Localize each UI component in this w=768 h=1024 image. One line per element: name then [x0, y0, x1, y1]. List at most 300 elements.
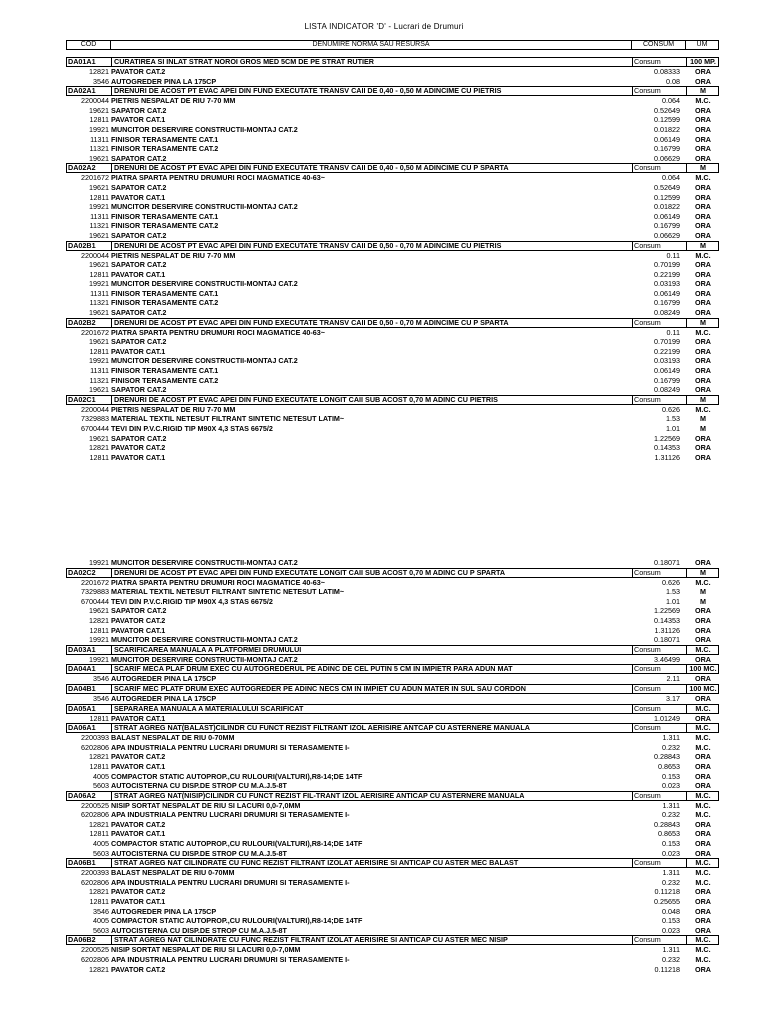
resource-value: 3.17 — [666, 693, 680, 703]
resource-um: ORA — [695, 558, 711, 567]
resource-code: 12821 — [89, 615, 109, 625]
norm-consum-label: Consum — [632, 859, 688, 867]
norm-row — [66, 241, 719, 251]
resource-name: PAVATOR CAT.1 — [111, 346, 166, 356]
resource-um: ORA — [695, 375, 711, 385]
resource-value: 0.70199 — [654, 260, 680, 270]
resource-row — [0, 212, 768, 222]
resource-um: ORA — [695, 964, 711, 974]
resource-row — [0, 674, 768, 684]
resource-value: 0.153 — [662, 839, 680, 849]
resource-value: 2.11 — [666, 674, 680, 684]
resource-row — [0, 443, 768, 453]
resource-code: 19921 — [89, 124, 109, 134]
resource-row — [0, 193, 768, 203]
resource-name: SAPATOR CAT.2 — [111, 385, 167, 395]
resource-um: ORA — [695, 76, 711, 86]
resource-value: 0.52649 — [654, 182, 680, 192]
resource-um: M.C. — [695, 945, 711, 955]
resource-name: PIATRA SPARTA PENTRU DRUMURI ROCI MAGMATICE 40-63~ — [111, 173, 325, 183]
resource-name: FINISOR TERASAMENTE CAT.2 — [111, 375, 219, 385]
resource-value: 0.16799 — [654, 144, 680, 154]
resource-um: ORA — [695, 211, 711, 221]
resource-name: MUNCITOR DESERVIRE CONSTRUCTII-MONTAJ CAT.2 — [111, 279, 298, 289]
resource-code: 6202806 — [81, 877, 109, 887]
resource-um: ORA — [695, 761, 711, 771]
resource-name: NISIP SORTAT NESPALAT DE RIU SI LACURI 0,0-7,0MM — [111, 945, 301, 955]
resource-code: 19621 — [89, 606, 109, 616]
resource-name: PAVATOR CAT.1 — [111, 115, 166, 125]
resource-code: 11311 — [90, 288, 109, 298]
resource-name: PIATRA SPARTA PENTRU DRUMURI ROCI MAGMATICE 40-63~ — [111, 327, 325, 337]
resource-name: MUNCITOR DESERVIRE CONSTRUCTII-MONTAJ CAT.2 — [111, 124, 298, 134]
resource-row — [0, 356, 768, 366]
resource-code: 6700444 — [81, 596, 109, 606]
resource-row — [0, 376, 768, 386]
resource-um: ORA — [695, 366, 711, 376]
resource-value: 0.52649 — [654, 105, 680, 115]
resource-name: BALAST NESPALAT DE RIU 0-70MM — [111, 733, 235, 743]
resource-code: 11321 — [89, 298, 109, 308]
norm-name: SEPARAREA MANUALA A MATERIALULUI SCARIFICAT — [111, 705, 633, 713]
resource-um: ORA — [695, 819, 711, 829]
resource-row — [0, 762, 768, 772]
norm-um: 100 MC. — [686, 685, 719, 693]
resource-row — [0, 810, 768, 820]
resource-code: 19621 — [89, 182, 109, 192]
resource-name: MUNCITOR DESERVIRE CONSTRUCTII-MONTAJ CAT.2 — [111, 635, 298, 645]
resource-value: 0.01822 — [654, 202, 680, 212]
resource-row — [0, 694, 768, 704]
resource-um: ORA — [695, 279, 711, 289]
resource-code: 19921 — [89, 202, 109, 212]
resource-name: SAPATOR CAT.2 — [111, 260, 167, 270]
resource-row — [0, 328, 768, 338]
resource-um: ORA — [695, 839, 711, 849]
norm-name: DRENURI DE ACOST PT EVAC APEI DIN FUND EXECUTATE TRANSV CAII DE 0,40 - 0,50 M ADINCIME CU PIETRIS — [111, 87, 633, 95]
resource-value: 0.06629 — [654, 153, 680, 163]
resource-um: ORA — [695, 298, 711, 308]
resource-row — [0, 801, 768, 811]
resource-code: 19921 — [89, 356, 109, 366]
norm-row — [66, 664, 719, 674]
resource-code: 5603 — [93, 781, 109, 791]
norm-row — [66, 318, 719, 328]
resource-code: 12811 — [89, 115, 109, 125]
resource-value: 0.06149 — [654, 288, 680, 298]
resource-um: ORA — [695, 337, 711, 347]
resource-value: 0.06149 — [654, 134, 680, 144]
resource-name: SAPATOR CAT.2 — [111, 337, 167, 347]
resource-code: 5603 — [93, 925, 109, 935]
resource-code: 19621 — [89, 105, 109, 115]
norm-name: CURATIREA SI INLAT STRAT NOROI GROS MED 5CM DE PE STRAT RUTIER — [111, 58, 633, 66]
resource-value: 0.232 — [662, 955, 680, 964]
resource-code: 19921 — [89, 635, 109, 645]
resource-um: M.C. — [695, 800, 711, 810]
resource-um: ORA — [695, 925, 711, 935]
resource-um: ORA — [695, 105, 711, 115]
resource-name: APA INDUSTRIALA PENTRU LUCRARI DRUMURI SI TERASAMENTE I- — [111, 742, 350, 752]
resource-name: FINISOR TERASAMENTE CAT.1 — [111, 366, 219, 376]
resource-um: ORA — [695, 288, 711, 298]
resource-code: 7329883 — [81, 587, 109, 597]
resource-um: ORA — [695, 906, 711, 916]
resource-value: 0.232 — [662, 810, 680, 820]
resource-code: 12811 — [89, 269, 109, 279]
resource-um: ORA — [695, 115, 711, 125]
resource-name: SAPATOR CAT.2 — [111, 182, 167, 192]
norm-um: M.C. — [686, 859, 719, 867]
norm-row — [66, 163, 719, 173]
resource-um: ORA — [695, 124, 711, 134]
resource-code: 2201672 — [81, 327, 109, 337]
resource-row — [0, 135, 768, 145]
resource-um: M.C. — [695, 742, 711, 752]
resource-code: 2200525 — [81, 800, 109, 810]
resource-name: FINISOR TERASAMENTE CAT.1 — [111, 288, 219, 298]
resource-name: PAVATOR CAT.1 — [111, 829, 166, 839]
resource-um: ORA — [695, 829, 711, 839]
resource-row — [0, 67, 768, 77]
resource-row — [0, 424, 768, 434]
resource-row — [0, 606, 768, 616]
norm-name: DRENURI DE ACOST PT EVAC APEI DIN FUND EXECUTATE LONGIT CAII SUB ACOST 0,70 M ADINC CU PIETRIS — [111, 396, 633, 404]
resource-um: ORA — [695, 848, 711, 858]
resource-code: 19921 — [89, 279, 109, 289]
resource-row — [0, 655, 768, 665]
resource-row — [0, 868, 768, 878]
norm-row — [66, 57, 719, 67]
resource-row — [0, 733, 768, 743]
resource-um: ORA — [695, 356, 711, 366]
resource-value: 0.08249 — [654, 385, 680, 395]
resource-value: 0.12599 — [654, 115, 680, 125]
resource-name: PAVATOR CAT.1 — [111, 269, 166, 279]
resource-name: COMPACTOR STATIC AUTOPROP.,CU RULOURI(VALTURI),R8-14;DE 14TF — [111, 916, 363, 926]
norm-consum-label: Consum — [632, 164, 688, 172]
resource-um: ORA — [695, 781, 711, 791]
resource-value: 1.53 — [666, 414, 680, 424]
norm-code: DA02B2 — [68, 317, 96, 327]
resource-row — [0, 144, 768, 154]
norm-code: DA03A1 — [68, 644, 96, 654]
resource-code: 2200044 — [81, 96, 109, 106]
resource-code: 11321 — [89, 144, 109, 154]
resource-code: 3546 — [93, 693, 109, 703]
resource-code: 3546 — [93, 906, 109, 916]
resource-um: ORA — [695, 308, 711, 318]
norm-um: M.C. — [686, 705, 719, 713]
resource-um: ORA — [695, 385, 711, 395]
resource-code: 6700444 — [81, 424, 109, 433]
resource-value: 0.023 — [662, 781, 680, 791]
resource-value: 0.16799 — [654, 221, 680, 231]
resource-code: 2200044 — [81, 404, 109, 414]
resource-row — [0, 77, 768, 87]
norm-name: SCARIFICAREA MANUALA A PLATFORMEI DRUMULUI — [111, 646, 633, 654]
norm-um: M — [686, 87, 719, 95]
resource-um: ORA — [695, 606, 711, 616]
resource-um: M.C. — [695, 250, 711, 260]
resource-value: 1.01 — [666, 424, 680, 433]
norm-name: STRAT AGREG NAT CILINDRATE CU FUNC REZIST FILTRANT IZOLAT AERISIRE SI ANTICAP CU ASTER MEC BALAST — [111, 859, 633, 867]
resource-row — [0, 279, 768, 289]
resource-code: 12811 — [89, 897, 109, 907]
resource-name: PAVATOR CAT.2 — [111, 615, 166, 625]
resource-name: MUNCITOR DESERVIRE CONSTRUCTII-MONTAJ CAT.2 — [111, 356, 298, 366]
norm-row — [66, 395, 719, 405]
resource-um: ORA — [695, 192, 711, 202]
resource-um: M — [700, 596, 706, 606]
resource-name: PAVATOR CAT.2 — [111, 887, 166, 897]
norm-row — [66, 684, 719, 694]
resource-code: 12821 — [89, 443, 109, 453]
table-block-2 — [0, 558, 768, 974]
resource-um: ORA — [695, 433, 711, 443]
resource-um: M.C. — [695, 733, 711, 743]
resource-um: M — [700, 587, 706, 597]
resource-name: SAPATOR CAT.2 — [111, 230, 167, 240]
resource-name: TEVI DIN P.V.C.RIGID TIP M90X 4,3 STAS 6675/2 — [111, 424, 273, 433]
norm-code: DA02A1 — [68, 86, 96, 96]
resource-code: 19621 — [89, 337, 109, 347]
resource-code: 12811 — [89, 829, 109, 839]
resource-value: 0.18071 — [654, 635, 680, 645]
resource-value: 3.46499 — [654, 654, 680, 664]
resource-um: ORA — [695, 887, 711, 897]
resource-value: 0.023 — [662, 925, 680, 935]
resource-name: AUTOGREDER PINA LA 175CP — [111, 693, 217, 703]
resource-value: 0.11 — [666, 327, 680, 337]
norm-code: DA04B1 — [68, 683, 96, 693]
resource-code: 11311 — [90, 366, 109, 376]
resource-code: 12811 — [89, 761, 109, 771]
resource-name: BALAST NESPALAT DE RIU 0-70MM — [111, 868, 235, 878]
norm-um: M — [686, 569, 719, 577]
resource-um: ORA — [695, 674, 711, 684]
norm-code: DA02C1 — [68, 394, 96, 404]
resource-code: 4005 — [93, 771, 109, 781]
resource-value: 1.01249 — [654, 713, 680, 723]
norm-name: STRAT AGREG NAT(NISIP)CILINDR CU FUNCT REZIST FIL-TRANT IZOL AERISIRE ANTICAP CU ASTERNERE MANUALA — [111, 792, 633, 800]
resource-value: 1.311 — [662, 800, 680, 810]
resource-name: MUNCITOR DESERVIRE CONSTRUCTII-MONTAJ CAT.2 — [111, 654, 298, 664]
resource-row — [0, 558, 768, 568]
resource-value: 0.25655 — [654, 897, 680, 907]
resource-row — [0, 820, 768, 830]
resource-um: ORA — [695, 654, 711, 664]
resource-um: ORA — [695, 144, 711, 154]
table-block-1 — [0, 57, 768, 462]
resource-row — [0, 839, 768, 849]
resource-value: 1.31126 — [654, 452, 680, 462]
resource-value: 0.16799 — [654, 375, 680, 385]
resource-name: NISIP SORTAT NESPALAT DE RIU SI LACURI 0,0-7,0MM — [111, 800, 301, 810]
resource-row — [0, 270, 768, 280]
resource-value: 1.22569 — [654, 433, 680, 443]
resource-code: 4005 — [93, 839, 109, 849]
norm-consum-label: Consum — [632, 792, 688, 800]
resource-name: TEVI DIN P.V.C.RIGID TIP M90X 4,3 STAS 6675/2 — [111, 596, 273, 606]
resource-row — [0, 405, 768, 415]
resource-row — [0, 231, 768, 241]
norm-consum-label: Consum — [632, 242, 688, 250]
resource-value: 0.08333 — [654, 67, 680, 76]
resource-code: 6202806 — [81, 810, 109, 820]
resource-um: M.C. — [695, 810, 711, 820]
page-title: LISTA INDICATOR 'D' - Lucrari de Drumuri — [304, 22, 464, 31]
norm-row — [66, 645, 719, 655]
norm-code: DA01A1 — [68, 57, 96, 66]
resource-code: 12811 — [89, 192, 109, 202]
resource-value: 0.28843 — [654, 819, 680, 829]
resource-um: M.C. — [695, 877, 711, 887]
norm-consum-label: Consum — [632, 685, 688, 693]
resource-code: 19921 — [89, 558, 109, 567]
resource-name: MUNCITOR DESERVIRE CONSTRUCTII-MONTAJ CAT.2 — [111, 558, 298, 567]
norm-row — [66, 858, 719, 868]
header-consum: CONSUM — [632, 41, 686, 49]
resource-row — [0, 887, 768, 897]
resource-code: 11321 — [89, 375, 109, 385]
norm-code: DA05A1 — [68, 703, 96, 713]
resource-name: PIETRIS NESPALAT DE RIU 7-70 MM — [111, 96, 236, 106]
resource-um: ORA — [695, 153, 711, 163]
resource-row — [0, 752, 768, 762]
norm-consum-label: Consum — [632, 58, 688, 66]
resource-value: 0.03193 — [654, 356, 680, 366]
resource-name: PAVATOR CAT.1 — [111, 897, 166, 907]
norm-code: DA02B1 — [68, 240, 96, 250]
norm-code: DA06B2 — [68, 935, 96, 945]
resource-row — [0, 289, 768, 299]
norm-um: M — [686, 242, 719, 250]
resource-row — [0, 298, 768, 308]
resource-um: ORA — [695, 202, 711, 212]
resource-um: M.C. — [695, 96, 711, 106]
resource-code: 12821 — [89, 887, 109, 897]
resource-um: M — [700, 414, 706, 424]
norm-name: SCARIF MEC PLATF DRUM EXEC AUTOGREDER PE ADINC NECS CM IN IMPIET CU ADUN MATER IN SUL SAU CORDON — [111, 685, 633, 693]
norm-um: M — [686, 319, 719, 327]
resource-row — [0, 878, 768, 888]
resource-row — [0, 308, 768, 318]
resource-code: 12811 — [89, 452, 109, 462]
resource-um: ORA — [695, 260, 711, 270]
resource-row — [0, 829, 768, 839]
resource-code: 12821 — [89, 964, 109, 974]
resource-value: 1.01 — [666, 596, 680, 606]
resource-code: 19621 — [89, 260, 109, 270]
resource-value: 0.16799 — [654, 298, 680, 308]
resource-name: PAVATOR CAT.1 — [111, 625, 166, 635]
resource-name: AUTOGREDER PINA LA 175CP — [111, 906, 217, 916]
resource-code: 2200044 — [81, 250, 109, 260]
resource-name: PAVATOR CAT.2 — [111, 819, 166, 829]
resource-name: SAPATOR CAT.2 — [111, 433, 167, 443]
resource-code: 19621 — [89, 230, 109, 240]
header-um: UM — [696, 41, 708, 48]
resource-value: 0.14353 — [654, 443, 680, 453]
resource-value: 0.232 — [662, 742, 680, 752]
resource-value: 1.22569 — [654, 606, 680, 616]
resource-name: PAVATOR CAT.2 — [111, 964, 166, 974]
resource-value: 0.08 — [666, 76, 680, 86]
norm-um: M — [686, 396, 719, 404]
resource-code: 12811 — [89, 346, 109, 356]
resource-row — [0, 414, 768, 424]
resource-name: AUTOCISTERNA CU DISP.DE STROP CU M.A.J.5-8T — [111, 781, 287, 791]
resource-um: ORA — [695, 625, 711, 635]
resource-name: FINISOR TERASAMENTE CAT.2 — [111, 221, 219, 231]
resource-row — [0, 781, 768, 791]
norm-consum-label: Consum — [632, 569, 688, 577]
resource-value: 0.232 — [662, 877, 680, 887]
resource-name: PIETRIS NESPALAT DE RIU 7-70 MM — [111, 404, 236, 414]
resource-code: 3546 — [93, 76, 109, 86]
resource-code: 12821 — [89, 819, 109, 829]
norm-code: DA02A2 — [68, 163, 96, 173]
resource-row — [0, 115, 768, 125]
resource-um: M.C. — [695, 327, 711, 337]
resource-row — [0, 714, 768, 724]
resource-row — [0, 926, 768, 936]
resource-um: ORA — [695, 635, 711, 645]
resource-um: ORA — [695, 230, 711, 240]
header-cod: COD — [67, 41, 111, 49]
resource-code: 4005 — [93, 916, 109, 926]
norm-um: 100 MC. — [686, 665, 719, 673]
resource-value: 0.626 — [662, 577, 680, 587]
norm-um: M — [686, 164, 719, 172]
resource-row — [0, 849, 768, 859]
resource-row — [0, 221, 768, 231]
resource-name: PAVATOR CAT.1 — [111, 192, 166, 202]
resource-value: 1.53 — [666, 587, 680, 597]
resource-um: M.C. — [695, 173, 711, 183]
norm-code: DA04A1 — [68, 664, 96, 674]
resource-code: 19621 — [89, 308, 109, 318]
resource-code: 12811 — [89, 625, 109, 635]
resource-row — [0, 106, 768, 116]
resource-row — [0, 907, 768, 917]
resource-code: 2200525 — [81, 945, 109, 955]
norm-consum-label: Consum — [632, 319, 688, 327]
resource-value: 0.064 — [662, 96, 680, 106]
resource-name: FINISOR TERASAMENTE CAT.2 — [111, 298, 219, 308]
resource-code: 7329883 — [81, 414, 109, 424]
table-header — [66, 40, 719, 50]
norm-code: DA06A2 — [68, 790, 96, 800]
resource-value: 0.08249 — [654, 308, 680, 318]
resource-name: PIATRA SPARTA PENTRU DRUMURI ROCI MAGMATICE 40-63~ — [111, 577, 325, 587]
resource-row — [0, 965, 768, 975]
resource-code: 12811 — [89, 713, 109, 723]
resource-row — [0, 626, 768, 636]
resource-value: 0.28843 — [654, 752, 680, 762]
resource-um: ORA — [695, 693, 711, 703]
resource-um: ORA — [695, 916, 711, 926]
resource-value: 0.11218 — [654, 964, 680, 974]
resource-um: ORA — [695, 346, 711, 356]
resource-name: PAVATOR CAT.2 — [111, 67, 166, 76]
resource-code: 11311 — [90, 134, 109, 144]
resource-name: APA INDUSTRIALA PENTRU LUCRARI DRUMURI SI TERASAMENTE I- — [111, 877, 350, 887]
norm-um: M.C. — [686, 792, 719, 800]
resource-value: 0.064 — [662, 173, 680, 183]
resource-row — [0, 597, 768, 607]
